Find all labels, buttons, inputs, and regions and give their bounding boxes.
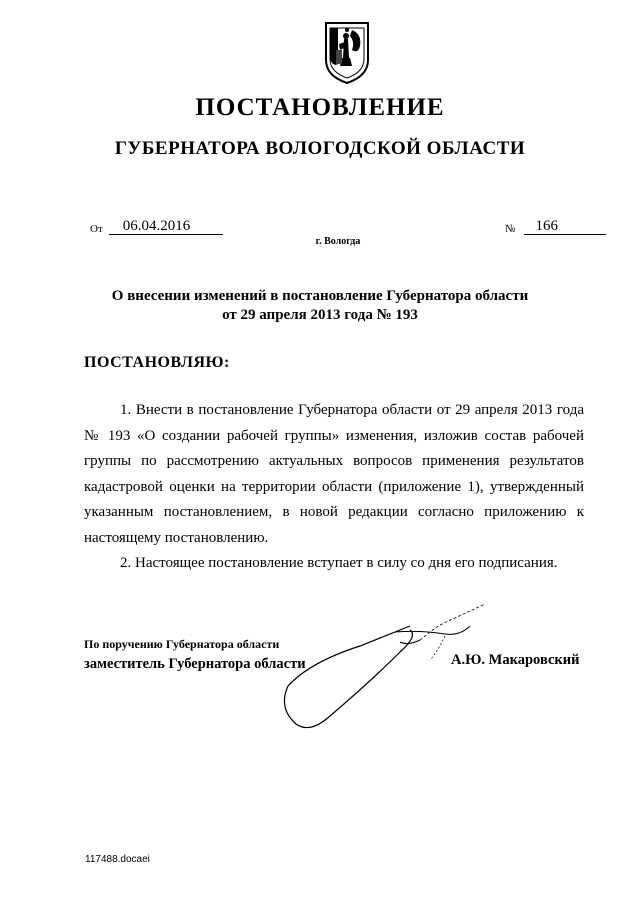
paragraph-2: 2. Настоящее постановление вступает в силу со дня его подписания. xyxy=(120,555,558,571)
subject-line-1: О внесении изменений в постановление Губернатора области xyxy=(111,288,529,304)
document-subject xyxy=(0,287,640,325)
signatory-line-2: заместитель Губернатора области xyxy=(84,656,306,672)
signatory-name: А.Ю. Макаровский xyxy=(451,652,580,668)
number-field xyxy=(505,219,606,235)
paragraph-1: 1. Внести в постановление Губернатора области от 29 апреля 2013 года № 193 «О создании рабочей группы» изменения, изложив состав рабочей группы по рассмотрению актуальных вопросов применения результатов кадастровой оценки на территории области (приложение 1), утвержденный указанным постановлением, в новой редакции согласно приложению к настоящему постановлению. xyxy=(84,402,584,546)
city-name: г. Вологда xyxy=(315,236,361,247)
document-body xyxy=(84,398,584,577)
file-reference: 117488.docaei xyxy=(85,854,150,865)
city-line xyxy=(0,236,640,247)
number-label: № xyxy=(505,223,516,235)
date-value: 06.04.2016 xyxy=(109,219,223,235)
document-title: ПОСТАНОВЛЕНИЕ xyxy=(195,94,445,121)
number-value: 166 xyxy=(524,219,606,235)
date-field xyxy=(90,219,223,235)
signatory-line-1: По поручению Губернатора области xyxy=(84,637,280,651)
subject-line-2: от 29 апреля 2013 года № 193 xyxy=(222,307,418,323)
handwritten-signature xyxy=(270,596,500,746)
resolve-heading: ПОСТАНОВЛЯЮ: xyxy=(84,354,230,371)
date-label: От xyxy=(90,223,103,235)
issuer-title: ГУБЕРНАТОРА ВОЛОГОДСКОЙ ОБЛАСТИ xyxy=(114,138,526,159)
coat-of-arms-emblem xyxy=(322,20,372,86)
